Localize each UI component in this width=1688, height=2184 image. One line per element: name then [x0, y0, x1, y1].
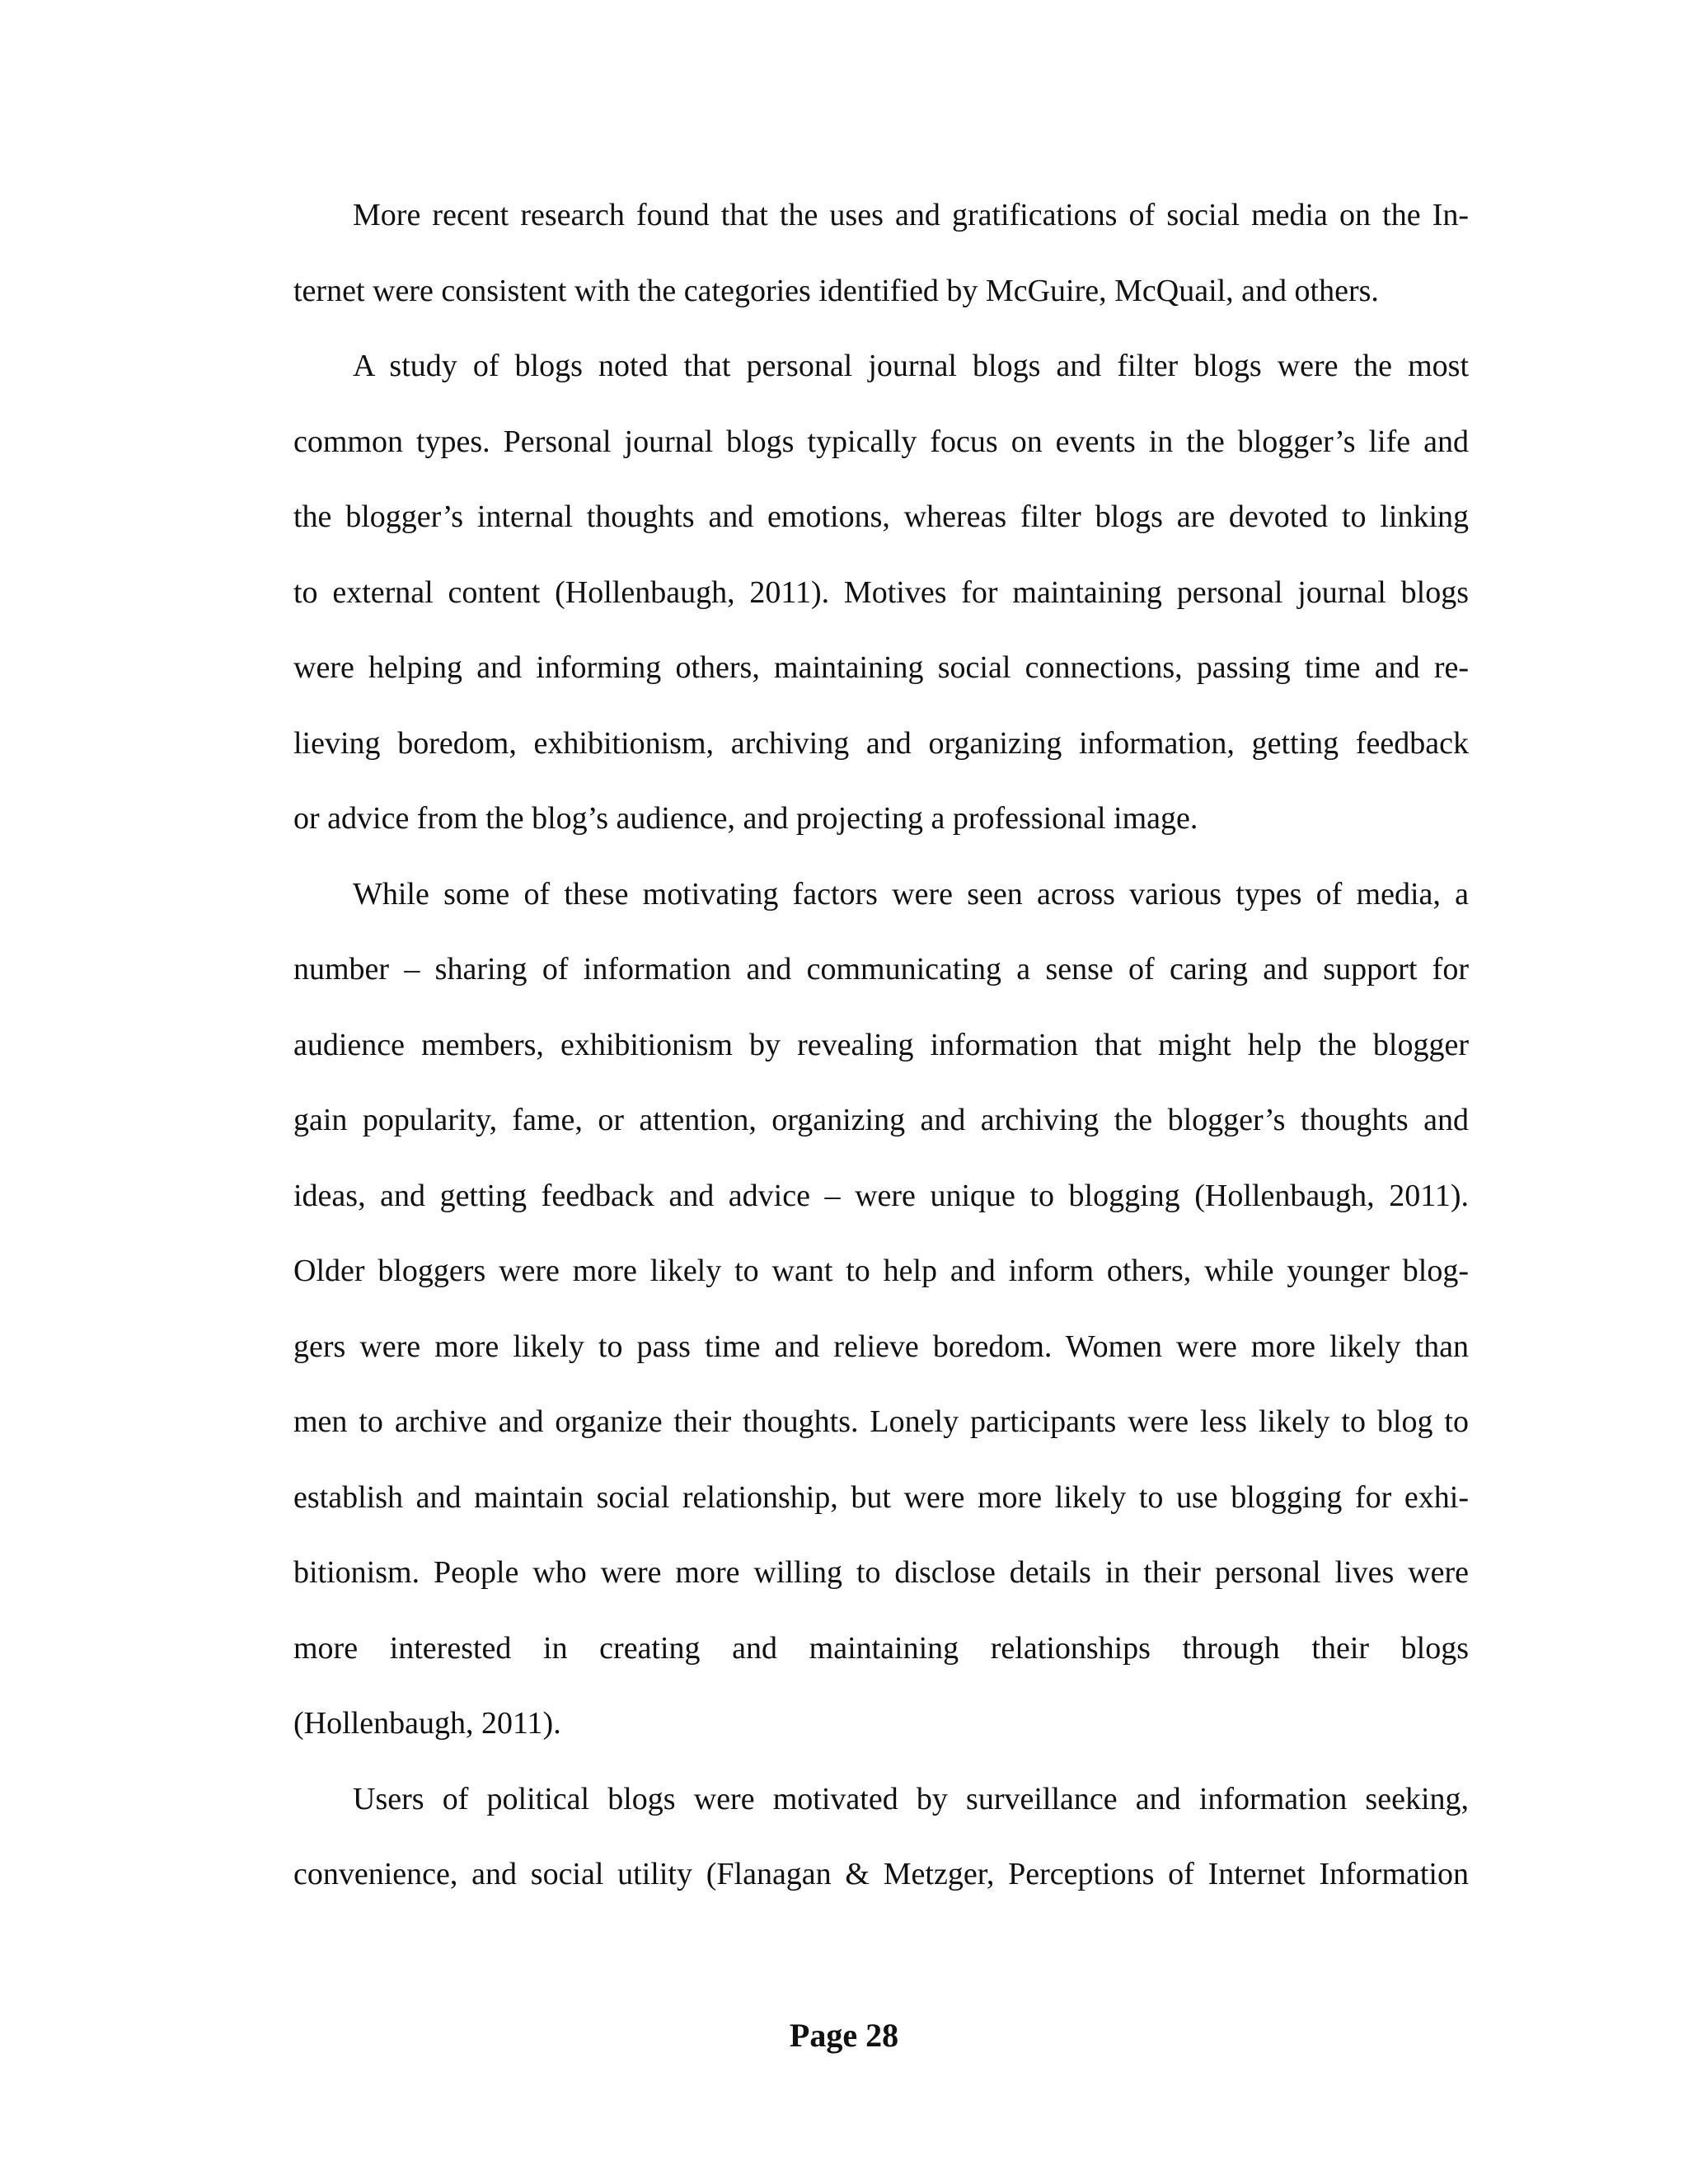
text-line: More recent research found that the uses and gratifications of social media on the In-: [353, 198, 1469, 232]
text-line: Users of political blogs were motivated by surveillance and information seeking,: [353, 1781, 1469, 1816]
text-line: audience members, exhibitionism by revealing information that might help the blogger: [293, 1027, 1469, 1062]
text-line: convenience, and social utility (Flanagan & Metzger, Perceptions of Internet Information: [293, 1857, 1469, 1891]
text-line: common types. Personal journal blogs typically focus on events in the blogger’s life and: [293, 424, 1469, 459]
text-line: A study of blogs noted that personal journal blogs and filter blogs were the most: [353, 349, 1469, 383]
text-line: gers were more likely to pass time and relieve boredom. Women were more likely than: [293, 1329, 1469, 1364]
text-line: ternet were consistent with the categories identified by McGuire, McQuail, and others.: [293, 273, 1379, 308]
text-line: (Hollenbaugh, 2011).: [293, 1706, 561, 1741]
page-number: Page 28: [789, 2017, 899, 2054]
text-line: were helping and informing others, maintaining social connections, passing time and re-: [293, 650, 1469, 685]
text-line: bitionism. People who were more willing to disclose details in their personal lives were: [293, 1555, 1469, 1590]
text-line: gain popularity, fame, or attention, organizing and archiving the blogger’s thoughts and: [293, 1103, 1469, 1137]
text-line: lieving boredom, exhibitionism, archiving and organizing information, getting feedback: [293, 725, 1469, 761]
body-text: [293, 188, 1469, 1923]
text-line: or advice from the blog’s audience, and projecting a professional image.: [293, 801, 1198, 836]
text-line: ideas, and getting feedback and advice – were unique to blogging (Hollenbaugh, 2011).: [293, 1178, 1469, 1213]
text-line: men to archive and organize their thoughts. Lonely participants were less likely to blog to: [293, 1404, 1469, 1439]
text-line: While some of these motivating factors were seen across various types of media, a: [353, 876, 1469, 912]
text-line: more interested in creating and maintaining relationships through their blogs: [293, 1630, 1469, 1666]
text-line: Older bloggers were more likely to want to help and inform others, while younger blog-: [293, 1254, 1469, 1288]
text-line: the blogger’s internal thoughts and emotions, whereas filter blogs are devoted to linking: [293, 499, 1469, 534]
text-line: establish and maintain social relationship, but were more likely to use blogging for exhi-: [293, 1479, 1469, 1515]
text-line: number – sharing of information and communicating a sense of caring and support for: [293, 952, 1469, 987]
text-line: to external content (Hollenbaugh, 2011). Motives for maintaining personal journal blogs: [293, 574, 1469, 610]
